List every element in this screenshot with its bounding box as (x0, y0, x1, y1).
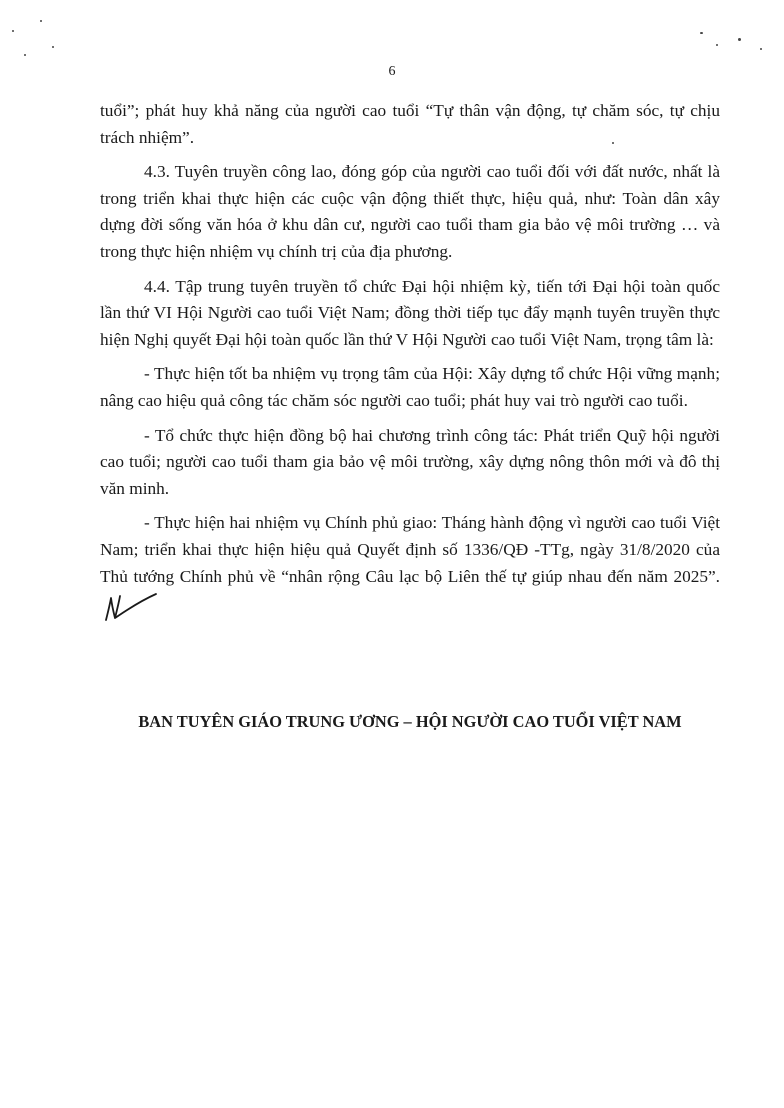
paragraph-4-3: 4.3. Tuyên truyền công lao, đóng góp của người cao tuổi đối với đất nước, nhất là trong triển khai thực hiện các cuộc vận động thiết thực, hiệu quả, như: Toàn dân xây dựng đời sống văn hóa ở khu dân cư, người cao tuổi tham gia bảo vệ môi trường … và trong thực hiện nhiệm vụ chính trị của địa phương. (100, 162, 720, 261)
scan-speck (52, 46, 54, 48)
initials-signature (102, 590, 158, 624)
scan-speck (24, 54, 26, 56)
body-text (100, 98, 720, 633)
scan-speck (716, 44, 718, 46)
page-number: 6 (388, 64, 396, 79)
bullet-three-tasks: - Thực hiện tốt ba nhiệm vụ trọng tâm của Hội: Xây dựng tổ chức Hội vững mạnh; nâng cao hiệu quả công tác chăm sóc người cao tuổi; phát huy vai trò người cao tuổi. (100, 364, 720, 410)
scan-speck (738, 38, 741, 41)
scan-speck (40, 20, 42, 22)
bullet-government-tasks (100, 510, 720, 624)
paragraph-continuation: tuổi”; phát huy khả năng của người cao tuổi “Tự thân vận động, tự chăm sóc, tự chịu trách nhiệm”. (100, 101, 720, 147)
paragraph-4-4: 4.4. Tập trung tuyên truyền tổ chức Đại hội nhiệm kỳ, tiến tới Đại hội toàn quốc lần thứ VI Hội Người cao tuổi Việt Nam; đồng thời tiếp tục đẩy mạnh tuyên truyền thực hiện Nghị quyết Đại hội toàn quốc lần thứ V Hội Người cao tuổi Việt Nam, trọng tâm là: (100, 276, 720, 349)
bullet-government-tasks-text: - Thực hiện hai nhiệm vụ Chính phủ giao: Tháng hành động vì người cao tuổi Việt Nam; triển khai thực hiện hiệu quả Quyết định số 1336/QĐ -TTg, ngày 31/8/2020 của Thủ tướng Chính phủ về “nhân rộng Câu lạc bộ Liên thế tự giúp nhau đến năm 2025”. (100, 513, 720, 586)
bullet-two-programs: - Tổ chức thực hiện đồng bộ hai chương trình công tác: Phát triển Quỹ hội người cao tuổi; người cao tuổi tham gia bảo vệ môi trường, xây dựng nông thôn mới và đô thị văn minh. (100, 425, 720, 498)
scan-speck (12, 30, 14, 32)
scan-speck (700, 32, 703, 34)
issuing-organization: BAN TUYÊN GIÁO TRUNG ƯƠNG – HỘI NGƯỜI CAO TUỔI VIỆT NAM (138, 712, 682, 731)
scan-speck (760, 48, 762, 50)
